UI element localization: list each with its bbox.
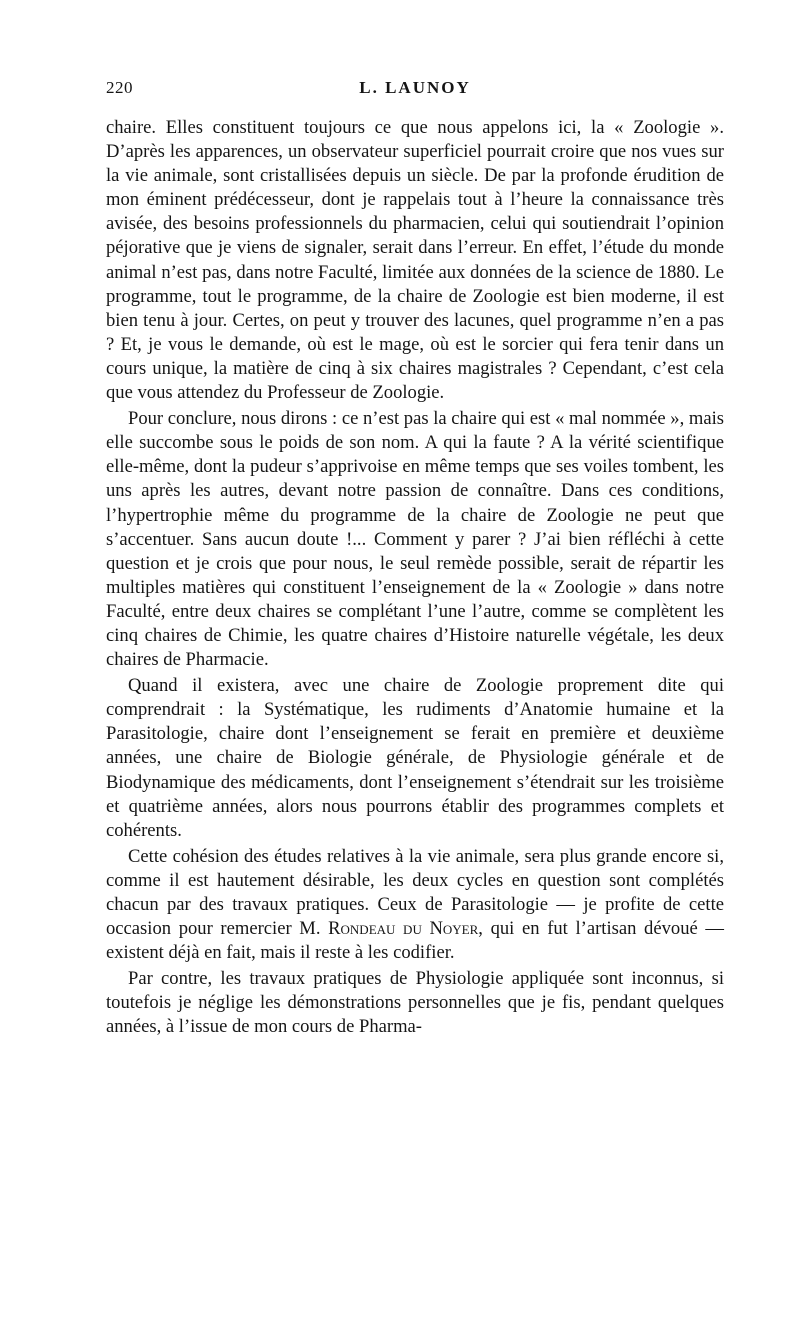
running-head: L. LAUNOY bbox=[359, 78, 471, 97]
paragraph-4-text-after: , qui en fut l’artisan dévoué — existent déjà en fait, mais il reste à les codifier. bbox=[106, 918, 724, 964]
page-header bbox=[106, 78, 724, 108]
paragraph-4 bbox=[106, 845, 724, 965]
page-number: 220 bbox=[106, 78, 133, 97]
person-name-rondeau-du-noyer: Rondeau du Noyer bbox=[328, 918, 479, 940]
paragraph-1: chaire. Elles constituent toujours ce que nous appelons ici, la « Zoologie ». D’après les apparences, un observateur superficiel pourrait croire que nos vues sur la vie animale, sont cristallisées depuis un siècle. De par la profonde érudition de mon éminent prédécesseur, dont je rappelais tout à l’heure la connaissance très avisée, des besoins professionnels du pharmacien, celui qui soutiendrait l’opinion péjorative que je viens de signaler, serait dans l’erreur. En effet, l’étude du monde animal n’est pas, dans notre Faculté, limitée aux données de la science de 1880. Le programme, tout le programme, de la chaire de Zoologie est bien moderne, il est bien tenu à jour. Certes, on peut y trouver des lacunes, quel programme n’en a pas ? Et, je vous le demande, où est le mage, où est le sorcier qui fera tenir dans un cours unique, la matière de cinq à six chaires magistrales ? Cependant, c’est cela que vous attendez du Professeur de Zoologie. bbox=[106, 117, 724, 404]
paragraph-3: Quand il existera, avec une chaire de Zoologie proprement dite qui comprendrait : la Systématique, les rudiments d’Anatomie humaine et la Parasitologie, chaire dont l’enseignement se ferait en première et deuxième années, une chaire de Biologie générale, de Physiologie générale et de Biodynamique des médicaments, dont l’enseignement s’étendrait sur les troisième et quatrième années, alors nous pourrons établir des programmes complets et cohérents. bbox=[106, 675, 724, 841]
body-text bbox=[106, 116, 724, 1040]
paragraph-4-text-before: Cette cohésion des études relatives à la vie animale, sera plus grande encore si, comme il est hautement désirable, les deux cycles en question sont complétés chacun par des travaux pratiques. Ceux de Parasitologie — je profite de cette occasion pour remercier M. bbox=[106, 845, 724, 940]
paragraph-2: Pour conclure, nous dirons : ce n’est pas la chaire qui est « mal nommée », mais elle succombe sous le poids de son nom. A qui la faute ? A la vérité scientifique elle-même, dont la pudeur s’apprivoise en même temps que ses voiles tombent, les uns après les autres, devant notre passion de connaître. Dans ces conditions, l’hypertrophie même du programme de la chaire de Zoologie ne peut que s’accentuer. Sans aucun doute !... Comment y parer ? J’ai bien réfléchi à cette question et je crois que pour nous, le seul remède possible, serait de répartir les multiples matières qui constituent l’enseignement de la « Zoologie » dans notre Faculté, entre deux chaires se complétant l’une l’autre, comme se complètent les cinq chaires de Chimie, les quatre chaires d’Histoire naturelle végétale, les deux chaires de Pharmacie. bbox=[106, 408, 724, 671]
paragraph-5: Par contre, les travaux pratiques de Physiologie appliquée sont inconnus, si toutefois je néglige les démonstrations personnelles que je fis, pendant quelques années, à l’issue de mon cours de Pharma- bbox=[106, 968, 724, 1038]
document-page bbox=[106, 78, 724, 1040]
